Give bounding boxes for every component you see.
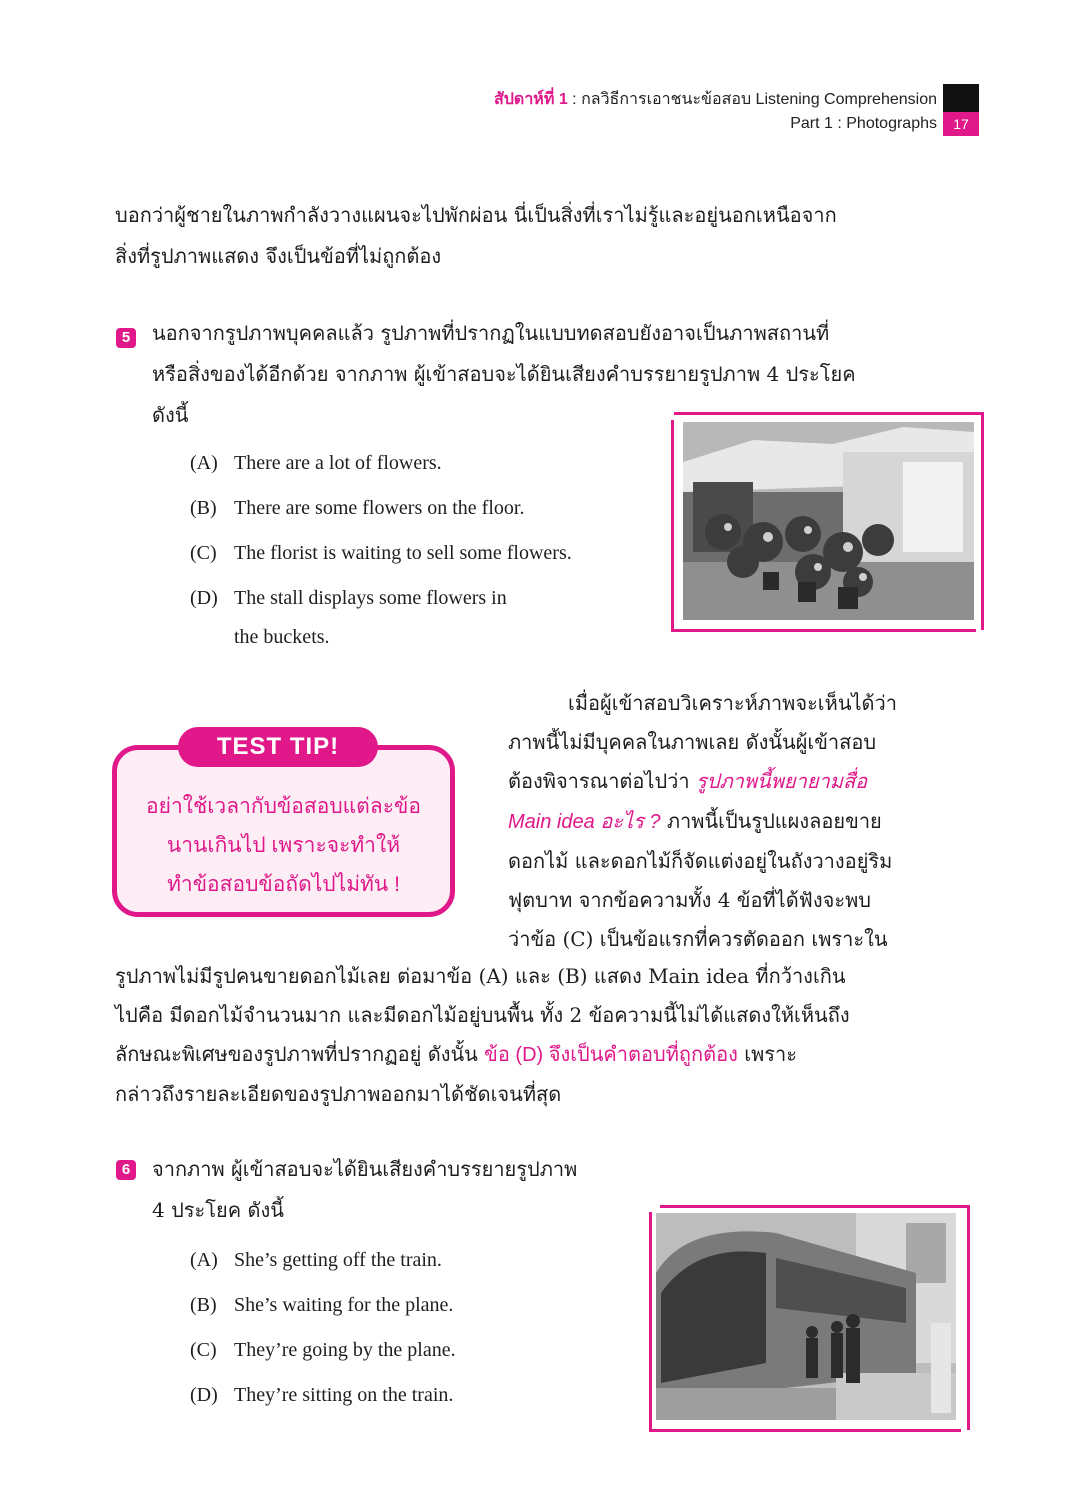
- analysis-paragraph-continued: [115, 957, 965, 1114]
- analysis-paragraph: [508, 684, 965, 959]
- option-text: The florist is waiting to sell some flowers.: [234, 542, 572, 564]
- page-tab: [943, 84, 979, 112]
- option-text: She’s getting off the train.: [234, 1249, 442, 1271]
- test-tip-title: TEST TIP!: [178, 727, 378, 767]
- question-6-options: [190, 1240, 456, 1420]
- analysis-line: เมื่อผู้เข้าสอบวิเคราะห์ภาพจะเห็นได้ว่า: [568, 691, 898, 715]
- option-text: They’re going by the plane.: [234, 1339, 456, 1361]
- option-text: There are some flowers on the floor.: [234, 497, 525, 519]
- intro-line: บอกว่าผู้ชายในภาพกำลังวางแผนจะไปพักผ่อน นี่เป็นสิ่งที่เราไม่รู้และอยู่นอกเหนือจาก: [115, 203, 837, 227]
- analysis-line: [508, 762, 965, 802]
- analysis-line: ว่าข้อ (C) เป็นข้อแรกที่ควรตัดออก เพราะใน: [508, 927, 888, 951]
- tram-photo: [656, 1213, 956, 1420]
- header-title: [494, 88, 937, 112]
- test-tip-text: [122, 787, 445, 904]
- analysis-line: ฟุตบาท จากข้อความทั้ง 4 ข้อที่ได้ฟังจะพบ: [508, 888, 871, 912]
- option-d-continuation: the buckets.: [234, 626, 330, 648]
- option-text: There are a lot of flowers.: [234, 452, 442, 474]
- analysis-line: ดอกไม้ และดอกไม้ก็จัดแต่งอยู่ในถังวางอยู่ริม: [508, 849, 893, 873]
- analysis-text: ภาพนี้เป็นรูปแผงลอยขาย: [660, 809, 882, 833]
- option-text: The stall displays some flowers in: [234, 587, 507, 609]
- week-label: สัปดาห์ที่ 1: [494, 91, 568, 108]
- option-text: They’re sitting on the train.: [234, 1384, 454, 1406]
- analysis-line: [115, 1035, 965, 1075]
- option-label: (D): [190, 1384, 218, 1406]
- header-subtitle: Part 1 : Photographs: [790, 115, 937, 132]
- question-6-text: [152, 1149, 577, 1231]
- option-label: (C): [190, 542, 217, 564]
- analysis-text: ต้องพิจารณาต่อไปว่า: [508, 769, 696, 793]
- question-number-badge: 5: [116, 328, 136, 348]
- answer-highlight: ข้อ (D) จึงเป็นคำตอบที่ถูกต้อง: [484, 1044, 738, 1066]
- analysis-highlight: Main idea อะไร ?: [508, 811, 661, 833]
- tip-line: อย่าใช้เวลากับข้อสอบแต่ละข้อ: [146, 795, 421, 818]
- option-b: [190, 488, 572, 533]
- analysis-line: ภาพนี้ไม่มีบุคคลในภาพเลย ดังนั้นผู้เข้าสอบ: [508, 730, 877, 754]
- analysis-text: เพราะ: [737, 1042, 797, 1066]
- analysis-line: รูปภาพไม่มีรูปคนขายดอกไม้เลย ต่อมาข้อ (A) และ (B) แสดง Main idea ที่กว้างเกิน: [115, 964, 846, 988]
- option-label: (C): [190, 1339, 217, 1361]
- option-label: (A): [190, 1249, 218, 1271]
- analysis-highlight: รูปภาพนี้พยายามสื่อ: [696, 771, 868, 793]
- option-text: She’s waiting for the plane.: [234, 1294, 454, 1316]
- option-a: [190, 1240, 456, 1285]
- question-line: นอกจากรูปภาพบุคคลแล้ว รูปภาพที่ปรากฏในแบบทดสอบยังอาจเป็นภาพสถานที่: [152, 321, 830, 345]
- option-label: (B): [190, 497, 217, 519]
- intro-paragraph: [115, 195, 965, 277]
- option-label: (D): [190, 587, 218, 609]
- question-line: 4 ประโยค ดังนี้: [152, 1198, 284, 1222]
- analysis-line: กล่าวถึงรายละเอียดของรูปภาพออกมาได้ชัดเจนที่สุด: [115, 1082, 562, 1106]
- tip-line: นานเกินไป เพราะจะทำให้: [166, 834, 401, 857]
- option-c: [190, 533, 572, 578]
- option-c: [190, 1330, 456, 1375]
- option-b: [190, 1285, 456, 1330]
- question-5-options: [190, 443, 572, 657]
- intro-line: สิ่งที่รูปภาพแสดง จึงเป็นข้อที่ไม่ถูกต้อง: [115, 244, 442, 268]
- analysis-text: ลักษณะพิเศษของรูปภาพที่ปรากฏอยู่ ดังนั้น: [115, 1042, 485, 1066]
- page-header: [494, 88, 937, 136]
- question-line: จากภาพ ผู้เข้าสอบจะได้ยินเสียงคำบรรยายรูปภาพ: [152, 1157, 578, 1181]
- analysis-line: ไปคือ มีดอกไม้จำนวนมาก และมีดอกไม้อยู่บนพื้น ทั้ง 2 ข้อความนี้ไม่ได้แสดงให้เห็นถึง: [115, 1003, 850, 1027]
- analysis-line: [508, 802, 965, 842]
- option-label: (B): [190, 1294, 217, 1316]
- option-a: [190, 443, 572, 488]
- option-d: [190, 1375, 456, 1420]
- page-number: 17: [943, 112, 979, 136]
- header-title-text: : กลวิธีการเอาชนะข้อสอบ Listening Comprehension: [567, 91, 937, 108]
- option-label: (A): [190, 452, 218, 474]
- question-line: หรือสิ่งของได้อีกด้วย จากภาพ ผู้เข้าสอบจะได้ยินเสียงคำบรรยายรูปภาพ 4 ประโยค: [152, 362, 856, 386]
- tip-line: ทำข้อสอบข้อถัดไปไม่ทัน !: [167, 873, 400, 896]
- flower-stall-photo: [683, 422, 974, 620]
- question-line: ดังนี้: [152, 403, 189, 427]
- question-number-badge: 6: [116, 1160, 136, 1180]
